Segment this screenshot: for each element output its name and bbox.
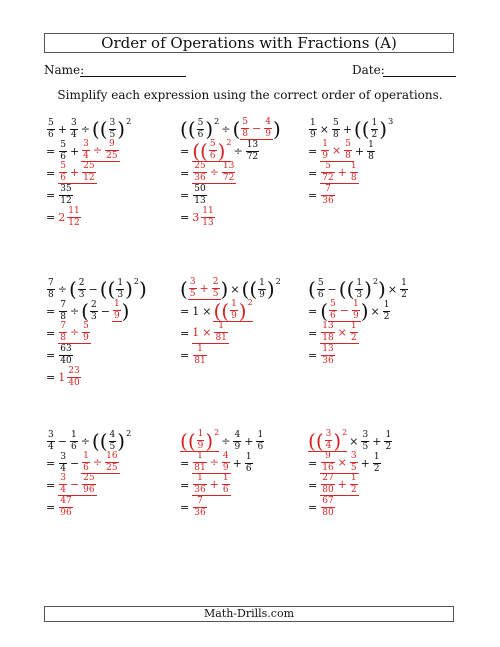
fraction: $\frac{5}{6}$: [209, 139, 216, 161]
fraction: $\frac{2}{3}$: [78, 277, 85, 300]
worksheet-title: Order of Operations with Fractions (A): [44, 33, 454, 53]
solution-step: = $\frac{1}{36}$ + $\frac{1}{6}$: [180, 473, 229, 495]
highlighted-step: ( ( $\frac{1}{9}$ ) 2: [213, 298, 253, 323]
instructions: Simplify each expression using the correct order of operations.: [57, 88, 443, 102]
fraction: $\frac{7}{8}$: [60, 321, 66, 343]
problem-expression: ( ( $\frac{1}{9}$ ) 2 ÷ $\frac{4}{9}$ + $\frac{1}{6}$: [180, 428, 264, 453]
solution-step: = 2 $\frac{11}{12}$: [46, 205, 80, 228]
exponent: 2: [247, 298, 253, 307]
fraction: $\frac{1}{2}$: [401, 277, 407, 300]
fraction: $\frac{5}{8}$: [242, 117, 249, 139]
fraction: $\frac{1}{9}$: [352, 299, 359, 321]
footer: Math-Drills.com: [44, 606, 454, 622]
solution-step: = $\frac{5}{6}$ + $\frac{25}{12}$: [46, 161, 95, 183]
fraction: $\frac{25}{96}$: [83, 473, 95, 495]
solution-step: = $\frac{67}{80}$: [308, 495, 334, 518]
solution-step: = $\frac{25}{36}$ ÷ $\frac{13}{72}$: [180, 161, 235, 183]
fraction: $\frac{1}{9}$: [322, 139, 328, 161]
solution-step: = $\frac{47}{96}$: [46, 495, 72, 518]
fraction: $\frac{4}{5}$: [109, 429, 116, 452]
solution-step: = $\frac{5}{72}$ + $\frac{1}{8}$: [308, 161, 357, 183]
highlighted-step: $\frac{3}{4}$ − $\frac{25}{96}$: [60, 473, 95, 495]
fraction: $\frac{3}{4}$: [60, 473, 66, 495]
fraction: $\frac{3}{4}$: [325, 429, 332, 451]
solution-step: = $\frac{7}{8}$ ÷ ( $\frac{2}{3}$ − $\frac{1}{9}$ ): [46, 299, 130, 323]
final-answer: [58, 497, 73, 518]
fraction: $\frac{1}{6}$: [83, 451, 89, 473]
fraction: $\frac{7}{8}$: [48, 277, 54, 300]
fraction: $\frac{5}{72}$: [322, 161, 334, 183]
power-term: ( $\frac{3}{4}$ ) 2: [315, 428, 348, 453]
fraction: $\frac{1}{6}$: [257, 429, 264, 452]
final-answer: [192, 497, 207, 518]
fraction: $\frac{35}{12}$: [60, 183, 72, 206]
highlighted-step: ( ( $\frac{3}{4}$ ) 2: [308, 428, 348, 453]
fraction: $\frac{5}{6}$: [317, 277, 324, 300]
problem-expression: $\frac{7}{8}$ ÷ ( $\frac{2}{3}$ − ( ( $\frac{1}{3}$ ) 2 ): [48, 276, 147, 301]
problem-expression: $\frac{5}{6}$ + $\frac{3}{4}$ ÷ ( ( $\frac{3}{5}$ ) 2: [48, 116, 132, 141]
fraction: $\frac{1}{6}$: [245, 451, 252, 474]
fraction: $\frac{3}{5}$: [109, 117, 116, 140]
highlighted-step: ( ( $\frac{1}{9}$ ) 2: [180, 428, 220, 453]
fraction: $\frac{7}{36}$: [322, 183, 334, 206]
exponent: 2: [133, 276, 139, 286]
fraction: $\frac{4}{9}$: [234, 429, 241, 452]
fraction: $\frac{13}{72}$: [246, 139, 259, 162]
fraction: $\frac{67}{80}$: [322, 495, 334, 518]
problem-1: [46, 118, 166, 228]
solution-step: = $\frac{9}{16}$ × $\frac{3}{5}$ + $\frac{1}{2}$: [308, 451, 380, 474]
fraction: $\frac{1}{2}$: [350, 473, 357, 495]
power-term: ( $\frac{1}{3}$ ) 2: [107, 276, 139, 301]
highlighted-step: $\frac{13}{18}$ × $\frac{1}{2}$: [322, 321, 357, 343]
solution-step: = 1 × $\frac{1}{81}$: [180, 321, 227, 343]
fraction: $\frac{11}{13}$: [202, 205, 214, 228]
fraction: $\frac{5}{6}$: [330, 299, 336, 321]
exponent: 2: [342, 428, 348, 437]
fraction: $\frac{3}{5}$: [189, 277, 196, 299]
fraction: $\frac{1}{6}$: [222, 473, 229, 495]
highlighted-step: $\frac{5}{6}$ − $\frac{1}{9}$: [330, 299, 359, 321]
fraction: $\frac{1}{9}$: [197, 429, 204, 451]
highlighted-step: $\frac{5}{8}$ − $\frac{4}{9}$: [242, 117, 271, 139]
fraction: $\frac{5}{9}$: [83, 321, 89, 343]
fraction: $\frac{1}{6}$: [70, 429, 77, 452]
fraction: $\frac{3}{5}$: [362, 429, 369, 452]
fraction: $\frac{5}{6}$: [48, 117, 54, 140]
problem-expression: $\frac{3}{4}$ − $\frac{1}{6}$ ÷ ( ( $\frac{4}{5}$ ) 2: [48, 428, 132, 453]
fraction: $\frac{1}{3}$: [356, 277, 363, 300]
power-term: ( $\frac{4}{5}$ ) 2: [99, 428, 132, 453]
highlighted-step: ( ( $\frac{5}{6}$ ) 2: [192, 138, 232, 163]
fraction: $\frac{11}{12}$: [68, 205, 80, 228]
highlighted-step: $\frac{1}{81}$ ÷ $\frac{4}{9}$: [194, 451, 229, 473]
highlighted-step: $\frac{1}{6}$ ÷ $\frac{16}{25}$: [83, 451, 118, 473]
fraction: $\frac{13}{72}$: [222, 161, 235, 183]
fraction: $\frac{47}{96}$: [60, 495, 72, 518]
fraction: $\frac{1}{2}$: [385, 429, 392, 452]
highlighted-step: [112, 300, 122, 322]
fraction: $\frac{5}{8}$: [345, 139, 351, 161]
final-answer: [58, 367, 81, 388]
fraction: $\frac{23}{40}$: [68, 365, 80, 388]
fraction: $\frac{1}{9}$: [259, 277, 265, 300]
date-line: [383, 76, 456, 77]
problem-4: [46, 278, 166, 388]
fraction: $\frac{2}{5}$: [212, 277, 219, 299]
power-term: ( $\frac{1}{3}$ ) 2: [346, 276, 379, 301]
fraction: $\frac{1}{2}$: [350, 321, 357, 343]
solution-step: = ( $\frac{5}{6}$ − $\frac{1}{9}$ ) × $\frac{1}{2}$: [308, 299, 390, 323]
fraction: $\frac{1}{81}$: [194, 343, 206, 366]
solution-step: = $\frac{1}{81}$: [180, 343, 206, 366]
highlighted-step: $\frac{5}{72}$ + $\frac{1}{8}$: [322, 161, 357, 183]
solution-step: = 3 $\frac{11}{13}$: [180, 205, 214, 228]
solution-step: = $\frac{7}{8}$ ÷ $\frac{5}{9}$: [46, 321, 89, 343]
fraction: $\frac{1}{81}$: [194, 451, 206, 473]
exponent: 2: [214, 116, 220, 126]
solution-step: = $\frac{7}{36}$: [180, 495, 206, 518]
fraction: $\frac{3}{5}$: [350, 451, 357, 473]
solution-step: = $\frac{50}{13}$: [180, 183, 206, 206]
fraction: $\frac{1}{2}$: [373, 451, 380, 474]
highlighted-step: $\frac{1}{9}$ × $\frac{5}{8}$: [322, 139, 351, 161]
fraction: $\frac{13}{18}$: [322, 321, 334, 343]
final-answer: [58, 207, 81, 228]
power-term: ( $\frac{1}{9}$ ) 2: [187, 428, 220, 453]
solution-step: = $\frac{7}{36}$: [308, 183, 334, 206]
problem-5: [180, 278, 300, 366]
solution-step: = $\frac{27}{80}$ + $\frac{1}{2}$: [308, 473, 357, 495]
highlighted-step: $\frac{7}{8}$ ÷ $\frac{5}{9}$: [60, 321, 89, 343]
fraction: $\frac{1}{3}$: [117, 277, 124, 300]
problem-8: [180, 430, 300, 518]
problem-7: [46, 430, 166, 518]
highlighted-step: $\frac{3}{4}$ ÷ $\frac{9}{25}$: [83, 139, 118, 161]
problem-expression: ( $\frac{3}{5}$ + $\frac{2}{5}$ ) × ( ( $\frac{1}{9}$ ) 2: [180, 276, 281, 301]
problem-expression: ( $\frac{5}{6}$ − ( ( $\frac{1}{3}$ ) 2 ) × $\frac{1}{2}$: [308, 276, 407, 301]
solution-step: = $\frac{13}{18}$ × $\frac{1}{2}$: [308, 321, 357, 343]
highlighted-step: $\frac{1}{36}$ + $\frac{1}{6}$: [194, 473, 229, 495]
fraction: $\frac{7}{36}$: [194, 495, 206, 518]
fraction: $\frac{5}{6}$: [60, 139, 66, 162]
problem-2: [180, 118, 300, 228]
fraction: $\frac{25}{12}$: [83, 161, 95, 183]
final-answer: [320, 345, 335, 366]
name-label: Name:: [44, 63, 85, 77]
problem-9: [308, 430, 428, 518]
exponent: 2: [226, 138, 232, 147]
fraction: $\frac{13}{36}$: [322, 343, 334, 366]
final-answer: [192, 207, 215, 228]
fraction: $\frac{27}{80}$: [322, 473, 334, 495]
final-answer: [320, 185, 335, 206]
problem-expression: ( ( $\frac{5}{6}$ ) 2 ÷ ( $\frac{5}{8}$ − $\frac{4}{9}$ ): [180, 116, 281, 141]
highlighted-step: $\frac{5}{6}$ + $\frac{25}{12}$: [60, 161, 95, 183]
fraction: $\frac{2}{3}$: [90, 299, 97, 322]
highlighted-step: $\frac{9}{16}$ × $\frac{3}{5}$: [322, 451, 357, 473]
power-term: ( $\frac{1}{9}$ ) 2: [221, 298, 253, 323]
problem-expression: $\frac{1}{9}$ × $\frac{5}{8}$ + ( ( $\frac{1}{2}$ ) 3: [310, 116, 394, 141]
solution-step: = 1 $\frac{23}{40}$: [46, 365, 80, 388]
solution-step: = $\frac{3}{4}$ − $\frac{1}{6}$ ÷ $\frac{16}{25}$: [46, 451, 118, 474]
fraction: $\frac{1}{8}$: [368, 139, 374, 162]
power-term: ( $\frac{3}{5}$ ) 2: [99, 116, 132, 141]
date-label: Date:: [352, 63, 385, 77]
fraction: $\frac{5}{6}$: [60, 161, 66, 183]
fraction: $\frac{3}{4}$: [60, 451, 66, 474]
fraction: $\frac{9}{25}$: [106, 139, 118, 161]
exponent: 2: [275, 276, 281, 286]
exponent: 3: [388, 116, 394, 126]
exponent: 2: [372, 276, 379, 286]
fraction: $\frac{1}{9}$: [310, 117, 316, 140]
fraction: $\frac{4}{9}$: [222, 451, 229, 473]
fraction: $\frac{4}{9}$: [265, 117, 271, 139]
mixed-number: 1 $\frac{23}{40}$: [58, 365, 80, 388]
fraction: $\frac{3}{4}$: [83, 139, 89, 161]
solution-step: = $\frac{63}{40}$: [46, 343, 72, 366]
fraction: $\frac{9}{16}$: [322, 451, 334, 473]
fraction: $\frac{25}{36}$: [194, 161, 206, 183]
power-term: ( $\frac{1}{2}$ ) 3: [361, 116, 394, 141]
solution-step: = $\frac{1}{81}$ ÷ $\frac{4}{9}$ + $\frac{1}{6}$: [180, 451, 252, 474]
solution-step: = 1 × ( ( $\frac{1}{9}$ ) 2: [180, 298, 253, 323]
fraction: $\frac{1}{2}$: [371, 117, 378, 140]
name-line: [80, 76, 186, 77]
exponent: 2: [126, 428, 132, 438]
fraction: $\frac{1}{9}$: [231, 299, 237, 321]
fraction: $\frac{50}{13}$: [194, 183, 206, 206]
solution-step: = $\frac{1}{9}$ × $\frac{5}{8}$ + $\frac{1}{8}$: [308, 139, 374, 162]
mixed-number: 2 $\frac{11}{12}$: [58, 205, 80, 228]
solution-step: = $\frac{35}{12}$: [46, 183, 72, 206]
fraction: $\frac{5}{6}$: [197, 117, 204, 140]
fraction: $\frac{1}{8}$: [350, 161, 357, 183]
power-term: ( $\frac{5}{6}$ ) 2: [200, 138, 232, 163]
final-answer: [192, 345, 207, 366]
fraction: $\frac{1}{81}$: [215, 321, 227, 343]
solution-step: = $\frac{3}{4}$ − $\frac{25}{96}$: [46, 473, 95, 495]
final-answer: [320, 497, 335, 518]
highlighted-step: $\frac{25}{36}$ ÷ $\frac{13}{72}$: [194, 161, 235, 183]
highlighted-step: $\frac{3}{5}$ + $\frac{2}{5}$: [189, 277, 219, 299]
fraction: $\frac{63}{40}$: [60, 343, 72, 366]
highlighted-step: 1 × $\frac{1}{81}$: [192, 321, 227, 343]
problem-3: [308, 118, 428, 206]
fraction: $\frac{3}{4}$: [48, 429, 54, 452]
power-term: ( $\frac{1}{9}$ ) 2: [249, 276, 281, 301]
fraction: $\frac{1}{9}$: [113, 299, 120, 321]
problem-expression: ( ( $\frac{3}{4}$ ) 2 × $\frac{3}{5}$ + $\frac{1}{2}$: [308, 428, 392, 453]
fraction: $\frac{3}{4}$: [70, 117, 77, 140]
fraction: $\frac{16}{25}$: [106, 451, 118, 473]
fraction: $\frac{7}{8}$: [60, 299, 66, 322]
exponent: 2: [126, 116, 132, 126]
fraction: $\frac{1}{2}$: [383, 299, 390, 322]
power-term: ( $\frac{5}{6}$ ) 2: [187, 116, 220, 141]
solution-step: = $\frac{5}{6}$ + $\frac{3}{4}$ ÷ $\frac{9}{25}$: [46, 139, 118, 162]
solution-step: = $\frac{13}{36}$: [308, 343, 334, 366]
fraction: $\frac{1}{36}$: [194, 473, 206, 495]
mixed-number: 3 $\frac{11}{13}$: [192, 205, 214, 228]
exponent: 2: [214, 428, 220, 437]
solution-step: = ( ( $\frac{5}{6}$ ) 2 ÷ $\frac{13}{72}$: [180, 138, 259, 163]
highlighted-step: $\frac{27}{80}$ + $\frac{1}{2}$: [322, 473, 357, 495]
fraction: $\frac{5}{8}$: [332, 117, 339, 140]
problem-6: [308, 278, 428, 366]
